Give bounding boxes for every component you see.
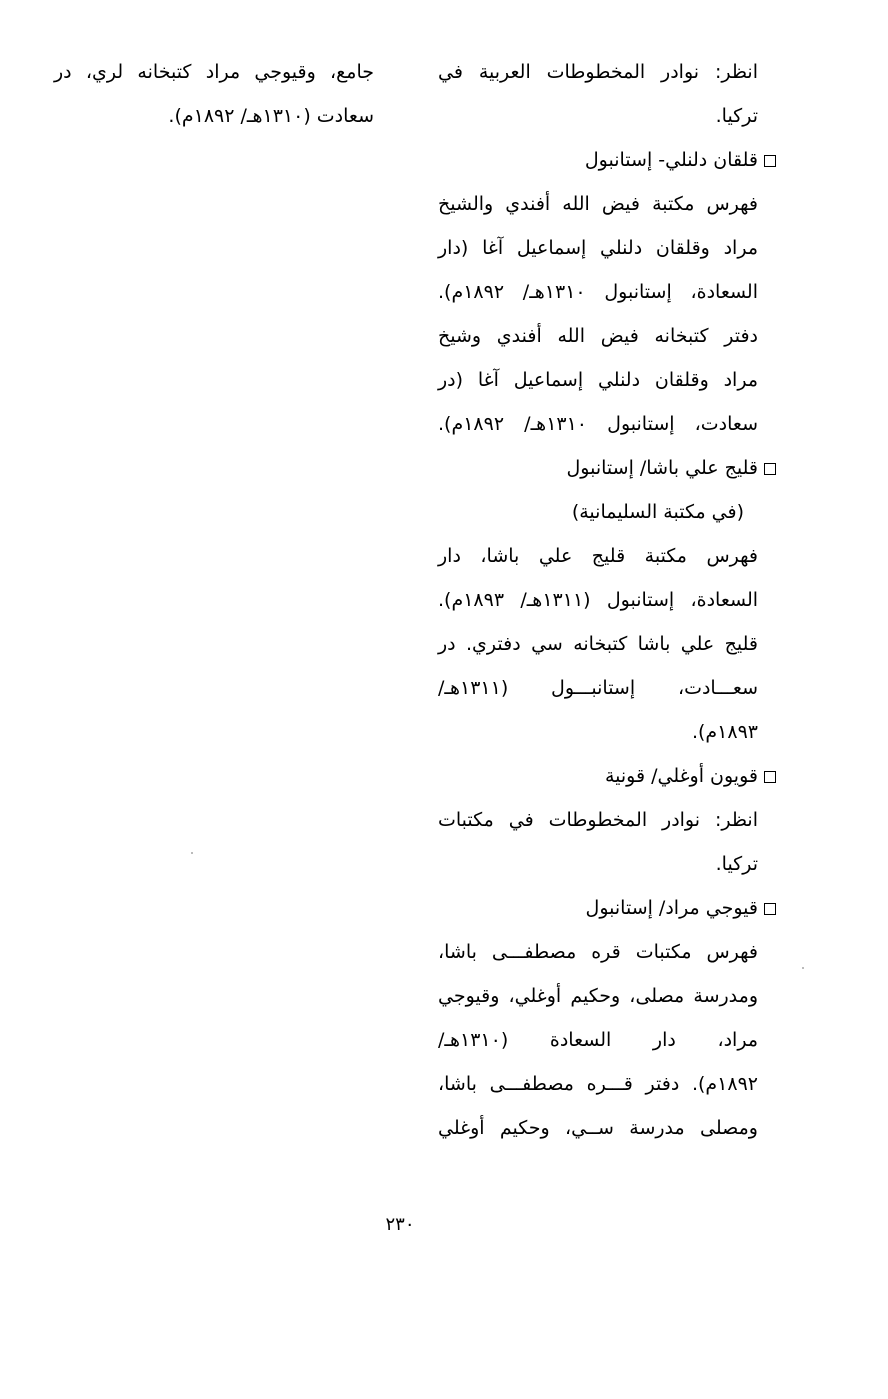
text-line: ومدرسة مصلى، وحكيم أوغلي، وقيوجي	[438, 985, 758, 1007]
right-column	[438, 50, 758, 1150]
section-heading-text: قليج علي باشا/ إستانبول	[566, 457, 758, 479]
section-heading	[438, 886, 776, 930]
text-line: انظر: نوادر المخطوطات العربية في	[438, 61, 758, 83]
left-column	[54, 50, 374, 138]
text-line: مراد، دار السعادة (١٣١٠هـ/	[438, 1029, 758, 1051]
checkbox-square-icon	[764, 771, 776, 783]
checkbox-square-icon	[764, 463, 776, 475]
text-line: (في مكتبة السليمانية)	[571, 501, 744, 523]
text-line: دفتر كتبخانه فيض الله أفندي وشيخ	[438, 325, 758, 347]
text-line: تركيا.	[715, 853, 758, 875]
text-line: سعـــادت، إستانبـــول (١٣١١هـ/	[438, 677, 758, 699]
text-line: ومصلى مدرسة ســي، وحكيم أوغلي	[438, 1117, 758, 1139]
text-line: مراد وقلقان دلنلي إسماعيل آغا (در	[438, 369, 758, 391]
checkbox-square-icon	[764, 903, 776, 915]
text-line: ١٨٩٣م).	[691, 721, 758, 743]
text-line: جامع، وقيوجي مراد كتبخانه لري، در	[54, 61, 374, 83]
page-number: ٢٣٠	[385, 1214, 415, 1235]
text-line: سعادت (١٣١٠هـ/ ١٨٩٢م).	[168, 105, 374, 127]
text-line: فهرس مكتبة قليج علي باشا، دار	[438, 545, 758, 567]
text-line: ١٨٩٢م). دفتر قـــره مصطفـــى باشا،	[438, 1073, 758, 1095]
section-heading	[438, 138, 776, 182]
text-line: فهرس مكتبة فيض الله أفندي والشيخ	[438, 193, 758, 215]
section-heading-text: قيوجي مراد/ إستانبول	[585, 897, 758, 919]
text-line: فهرس مكتبات قره مصطفـــى باشا،	[438, 941, 758, 963]
text-line: السعادة، إستانبول (١٣١١هـ/ ١٨٩٣م).	[438, 589, 759, 611]
checkbox-square-icon	[764, 155, 776, 167]
text-line: السعادة، إستانبول ١٣١٠هـ/ ١٨٩٢م).	[438, 281, 759, 303]
section-heading	[438, 446, 776, 490]
text-line: قليج علي باشا كتبخانه سي دفتري. در	[438, 633, 758, 655]
section-heading-text: قويون أوغلي/ قونية	[604, 765, 758, 787]
section-heading-text: قلقان دلنلي- إستانبول	[584, 149, 758, 171]
text-line: سعادت، إستانبول ١٣١٠هـ/ ١٨٩٢م).	[438, 413, 759, 435]
section-heading	[438, 754, 776, 798]
text-line: مراد وقلقان دلنلي إسماعيل آغا (دار	[438, 237, 758, 259]
text-line: تركيا.	[715, 105, 758, 127]
scan-speck	[802, 967, 804, 969]
scan-speck	[191, 852, 193, 854]
text-line: انظر: نوادر المخطوطات في مكتبات	[438, 809, 758, 831]
